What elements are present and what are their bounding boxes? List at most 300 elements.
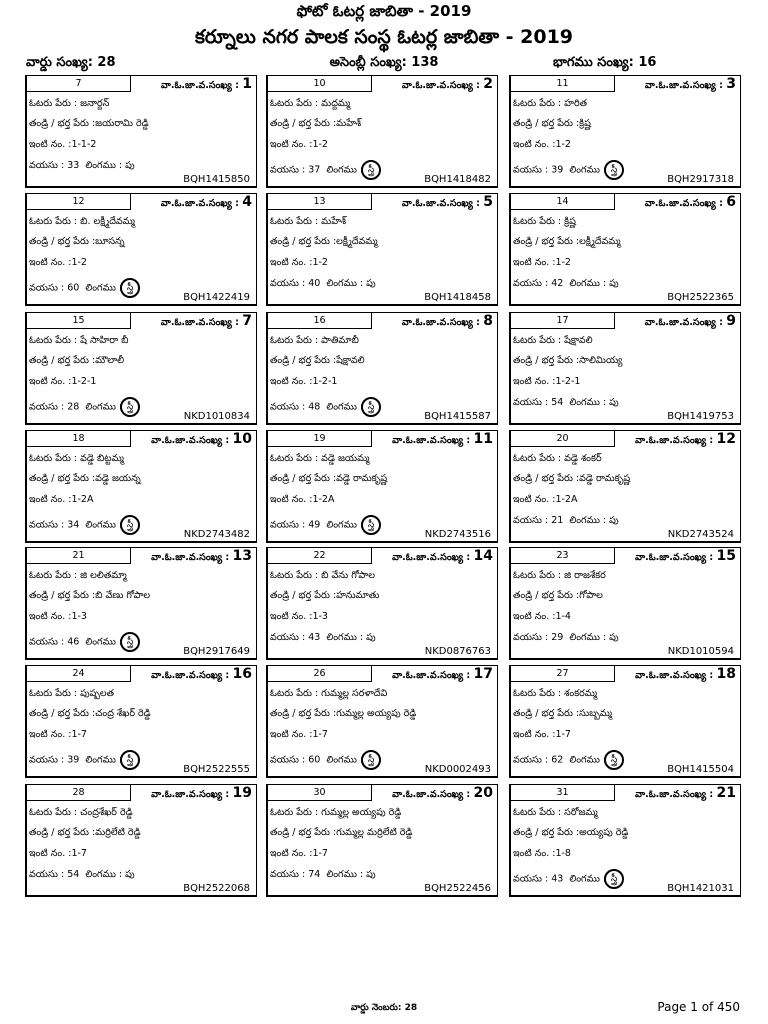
relation-row	[513, 236, 739, 249]
house-row	[29, 611, 255, 624]
serial-number: 11	[511, 76, 615, 92]
epic-number: 14	[473, 548, 493, 564]
house-label: ఇంటి నం. :	[270, 848, 313, 859]
top-title: ఫోటో ఓటర్ల జాబితా - 2019	[296, 2, 472, 20]
epic-number: 5	[483, 194, 493, 210]
house-label: ఇంటి నం. :	[513, 376, 556, 387]
relation-row	[270, 236, 496, 249]
relation-row	[270, 708, 496, 721]
epic-label-text: వా.ఓ.జా.వ.సంఖ్య :	[151, 435, 230, 446]
voter-card	[509, 430, 741, 543]
relation-row	[29, 827, 255, 840]
house-row	[270, 139, 496, 152]
house-number: 1-8	[555, 848, 571, 859]
gender-label: లింగము :	[569, 397, 607, 408]
epic-label-text: వా.ఓ.జా.వ.సంఖ్య :	[151, 789, 230, 800]
relation-label: తండ్రి / భర్త పేరు :	[513, 708, 580, 719]
gender-label: లింగము :	[326, 754, 364, 766]
house-label: ఇంటి నం. :	[29, 376, 72, 387]
house-number: 1-7	[312, 848, 328, 859]
age-label: వయసు :	[29, 282, 65, 294]
name-label: ఓటరు పేరు :	[513, 335, 562, 346]
relation-name: జయరామి రెడ్డి	[95, 118, 149, 129]
epic-label	[151, 548, 252, 564]
voter-id: BQH1415850	[183, 174, 250, 185]
epic-label	[402, 76, 493, 92]
epic-label-text: వా.ఓ.జా.వ.సంఖ్య :	[644, 317, 723, 328]
voter-name-row	[513, 453, 739, 466]
age-value: 46	[67, 636, 80, 648]
gender-label: లింగము :	[85, 636, 123, 648]
age-value: 43	[551, 873, 564, 885]
epic-label-text: వా.ఓ.జా.వ.సంఖ్య :	[160, 80, 239, 91]
relation-row	[270, 118, 496, 131]
voter-card	[266, 312, 498, 425]
age-label: వయసు :	[29, 160, 65, 171]
gender-value-circled: స్త్రీ	[361, 750, 381, 770]
name-label: ఓటరు పేరు :	[270, 335, 319, 346]
voter-id: BQH2522456	[424, 883, 491, 894]
epic-number: 1	[242, 76, 252, 92]
relation-label: తండ్రి / భర్త పేరు :	[29, 118, 96, 129]
voter-name-row	[513, 807, 739, 820]
age-gender-row	[513, 515, 739, 528]
epic-number: 6	[726, 194, 736, 210]
house-row	[513, 729, 739, 742]
age-label: వయసు :	[270, 401, 306, 413]
house-number: 1-7	[71, 729, 87, 740]
serial-number: 22	[268, 548, 372, 564]
name-label: ఓటరు పేరు :	[270, 453, 319, 464]
relation-name: గోపాల	[579, 590, 603, 601]
assembly-number: అసెంబ్లీ సంఖ్య: 138	[329, 55, 439, 70]
voter-card	[509, 547, 741, 660]
age-value: 42	[551, 278, 564, 289]
voter-name-row	[270, 216, 496, 229]
relation-label: తండ్రి / భర్త పేరు :	[270, 827, 337, 838]
house-label: ఇంటి నం. :	[29, 848, 72, 859]
voter-name: సరోజమ్మ	[564, 807, 598, 818]
gender-label: లింగము :	[85, 282, 123, 294]
serial-number: 10	[268, 76, 372, 92]
voter-id: BQH1415504	[667, 764, 734, 775]
epic-number: 8	[483, 313, 493, 329]
relation-name: మర్రిలేటి రెడ్డి	[95, 827, 141, 838]
relation-row	[270, 827, 496, 840]
house-number: 1-1-2	[71, 139, 97, 150]
relation-row	[513, 473, 739, 486]
age-label: వయసు :	[270, 869, 306, 880]
gender-value-circled: స్త్రీ	[361, 397, 381, 417]
age-label: వయసు :	[29, 754, 65, 766]
page-number: Page 1 of 450	[657, 1000, 740, 1014]
house-number: 1-7	[312, 729, 328, 740]
epic-number: 12	[716, 431, 736, 447]
house-number: 1-4	[555, 611, 571, 622]
house-label: ఇంటి నం. :	[513, 611, 556, 622]
gender-label: లింగము :	[85, 401, 123, 413]
house-number: 1-2	[71, 257, 87, 268]
age-label: వయసు :	[29, 519, 65, 531]
part-number: భాగము సంఖ్య: 16	[553, 55, 657, 70]
age-label: వయసు :	[513, 754, 549, 766]
voter-card	[266, 75, 498, 188]
voter-name-row	[29, 688, 255, 701]
voter-name: గుమ్మల్ల అయ్యపు రెడ్డి	[321, 807, 402, 818]
relation-label: తండ్రి / భర్త పేరు :	[29, 473, 96, 484]
gender-label: లింగము :	[326, 278, 364, 289]
relation-label: తండ్రి / భర్త పేరు :	[270, 708, 337, 719]
epic-label-text: వా.ఓ.జా.వ.సంఖ్య :	[160, 317, 239, 328]
voter-id: NKD1010594	[667, 646, 734, 657]
age-value: 39	[551, 164, 564, 176]
voter-name-row	[513, 216, 739, 229]
age-value: 60	[308, 754, 321, 766]
voter-card	[509, 312, 741, 425]
epic-label-text: వా.ఓ.జా.వ.సంఖ్య :	[401, 80, 480, 91]
relation-name: వడ్డె రామకృష్ణ	[336, 473, 388, 484]
voter-id: NKD1010834	[183, 411, 250, 422]
name-label: ఓటరు పేరు :	[29, 98, 78, 109]
relation-row	[29, 118, 255, 131]
house-label: ఇంటి నం. :	[513, 848, 556, 859]
house-row	[29, 257, 255, 270]
name-label: ఓటరు పేరు :	[29, 453, 78, 464]
gender-value: పు	[609, 278, 619, 289]
epic-label-text: వా.ఓ.జా.వ.సంఖ్య :	[635, 670, 714, 681]
house-label: ఇంటి నం. :	[513, 257, 556, 268]
house-number: 1-2-1	[555, 376, 581, 387]
age-label: వయసు :	[513, 873, 549, 885]
epic-label	[161, 313, 252, 329]
serial-number: 19	[268, 431, 372, 447]
epic-label-text: వా.ఓ.జా.వ.సంఖ్య :	[635, 789, 714, 800]
name-label: ఓటరు పేరు :	[29, 335, 78, 346]
house-label: ఇంటి నం. :	[270, 729, 313, 740]
relation-row	[29, 355, 255, 368]
age-gender-row	[270, 632, 496, 645]
voter-id: NKD2743516	[424, 529, 491, 540]
epic-label-text: వా.ఓ.జా.వ.సంఖ్య :	[151, 552, 230, 563]
voter-name: జనార్దన్	[80, 98, 110, 109]
epic-number: 19	[232, 785, 252, 801]
relation-name: లక్ష్మీదేవమ్మ	[336, 236, 378, 247]
voter-name-row	[29, 570, 255, 583]
serial-number: 20	[511, 431, 615, 447]
gender-value: పు	[125, 869, 135, 880]
age-label: వయసు :	[513, 397, 549, 408]
gender-value-circled: స్త్రీ	[604, 750, 624, 770]
relation-label: తండ్రి / భర్త పేరు :	[29, 236, 96, 247]
epic-label-text: వా.ఓ.జా.వ.సంఖ్య :	[392, 435, 471, 446]
house-row	[29, 376, 255, 389]
voter-name: చంద్రశేఖర్ రెడ్డి	[80, 807, 133, 818]
house-row	[270, 494, 496, 507]
age-label: వయసు :	[29, 401, 65, 413]
epic-label	[392, 666, 493, 682]
voter-card	[509, 193, 741, 306]
voter-id: BQH1422419	[183, 292, 250, 303]
serial-number: 26	[268, 666, 372, 682]
voter-card	[25, 75, 257, 188]
gender-label: లింగము :	[569, 515, 607, 526]
relation-name: హనుమాతు	[336, 590, 380, 601]
footer-ward-number: వార్డు నెంబరు: 28	[350, 1003, 418, 1013]
serial-number: 16	[268, 313, 372, 329]
house-number: 1-2-1	[71, 376, 97, 387]
name-label: ఓటరు పేరు :	[513, 807, 562, 818]
house-row	[270, 848, 496, 861]
relation-name: గుమ్మల్ల అయ్యపు రెడ్డి	[336, 708, 417, 719]
epic-number: 10	[232, 431, 252, 447]
name-label: ఓటరు పేరు :	[29, 688, 78, 699]
voter-id: BQH1415587	[424, 411, 491, 422]
serial-number: 27	[511, 666, 615, 682]
gender-value: పు	[366, 278, 376, 289]
name-label: ఓటరు పేరు :	[29, 216, 78, 227]
voter-id: BQH1419753	[667, 411, 734, 422]
gender-label: లింగము :	[569, 873, 607, 885]
house-number: 1-2A	[71, 494, 94, 505]
voter-id: BQH2917318	[667, 174, 734, 185]
serial-number: 15	[27, 313, 131, 329]
epic-label	[635, 431, 736, 447]
epic-label	[645, 194, 736, 210]
epic-number: 17	[473, 666, 493, 682]
house-row	[29, 729, 255, 742]
relation-name: వడ్డె జయన్న	[95, 473, 141, 484]
age-value: 34	[67, 519, 80, 531]
voter-card	[509, 784, 741, 897]
voter-name: మహేశ్	[321, 216, 347, 227]
epic-number: 3	[726, 76, 736, 92]
relation-row	[270, 590, 496, 603]
serial-number: 28	[27, 785, 131, 801]
gender-label: లింగము :	[326, 164, 364, 176]
voter-name-row	[29, 216, 255, 229]
voter-id: BQH2917649	[183, 646, 250, 657]
relation-name: బూసన్న	[95, 236, 125, 247]
age-label: వయసు :	[513, 515, 549, 526]
voter-name: పాతిమాబీ	[321, 335, 359, 346]
age-value: 29	[551, 632, 564, 643]
relation-name: గుమ్మల్ల మర్రిలేటి రెడ్డి	[336, 827, 413, 838]
gender-label: లింగము :	[85, 160, 123, 171]
epic-label-text: వా.ఓ.జా.వ.సంఖ్య :	[635, 552, 714, 563]
voter-name-row	[513, 688, 739, 701]
name-label: ఓటరు పేరు :	[270, 216, 319, 227]
house-number: 1-2-1	[312, 376, 338, 387]
house-label: ఇంటి నం. :	[29, 139, 72, 150]
voter-name: మద్దమ్మ	[321, 98, 351, 109]
epic-label-text: వా.ఓ.జా.వ.సంఖ్య :	[392, 670, 471, 681]
age-gender-row	[513, 278, 739, 291]
voter-name-row	[29, 98, 255, 111]
house-row	[29, 139, 255, 152]
epic-number: 20	[473, 785, 493, 801]
epic-label-text: వా.ఓ.జా.వ.సంఖ్య :	[644, 80, 723, 91]
relation-name: సాలిమియ్య	[579, 355, 623, 366]
epic-label-text: వా.ఓ.జా.వ.సంఖ్య :	[151, 670, 230, 681]
age-value: 21	[551, 515, 564, 526]
gender-label: లింగము :	[85, 869, 123, 880]
serial-number: 17	[511, 313, 615, 329]
epic-label	[392, 785, 493, 801]
epic-label	[151, 431, 252, 447]
age-label: వయసు :	[270, 754, 306, 766]
epic-label	[151, 785, 252, 801]
epic-label	[635, 666, 736, 682]
voter-name-row	[513, 335, 739, 348]
voter-id: BQH2522365	[667, 292, 734, 303]
house-label: ఇంటి నం. :	[29, 611, 72, 622]
epic-number: 15	[716, 548, 736, 564]
age-gender-row	[270, 278, 496, 291]
house-row	[513, 848, 739, 861]
voter-card	[266, 784, 498, 897]
epic-label	[402, 313, 493, 329]
name-label: ఓటరు పేరు :	[270, 807, 319, 818]
epic-label	[645, 76, 736, 92]
gender-label: లింగము :	[326, 401, 364, 413]
voter-card	[509, 75, 741, 188]
voter-id: BQH2522068	[183, 883, 250, 894]
epic-label	[151, 666, 252, 682]
gender-value: పు	[609, 515, 619, 526]
age-gender-row	[29, 869, 255, 882]
main-title: కర్నూలు నగర పాలక సంస్థ ఓటర్ల జాబితా - 2019	[194, 26, 574, 48]
voter-name: వడ్డె శంకర్	[564, 453, 602, 464]
voter-card	[266, 430, 498, 543]
epic-label-text: వా.ఓ.జా.వ.సంఖ్య :	[160, 198, 239, 209]
house-label: ఇంటి నం. :	[513, 494, 556, 505]
relation-row	[513, 118, 739, 131]
relation-label: తండ్రి / భర్త పేరు :	[513, 118, 580, 129]
voter-name: షేక్షావలి	[564, 335, 593, 346]
relation-label: తండ్రి / భర్త పేరు :	[29, 590, 96, 601]
gender-value: పు	[609, 397, 619, 408]
epic-label	[645, 313, 736, 329]
house-row	[513, 494, 739, 507]
gender-value-circled: స్త్రీ	[120, 515, 140, 535]
epic-label	[392, 548, 493, 564]
relation-name: అయ్యపు రెడ్డి	[579, 827, 629, 838]
gender-value-circled: స్త్రీ	[120, 750, 140, 770]
relation-label: తండ్రి / భర్త పేరు :	[513, 473, 580, 484]
epic-label-text: వా.ఓ.జా.వ.సంఖ్య :	[401, 317, 480, 328]
name-label: ఓటరు పేరు :	[513, 98, 562, 109]
relation-label: తండ్రి / భర్త పేరు :	[513, 236, 580, 247]
gender-label: లింగము :	[326, 869, 364, 880]
house-label: ఇంటి నం. :	[270, 257, 313, 268]
age-gender-row	[513, 632, 739, 645]
house-row	[270, 611, 496, 624]
voter-name: గుమ్మల్ల సరళాదేవి	[321, 688, 388, 699]
house-number: 1-2	[555, 139, 571, 150]
relation-name: క్రిష్ణ	[579, 118, 591, 129]
voter-card	[509, 665, 741, 778]
house-number: 1-2A	[312, 494, 335, 505]
serial-number: 18	[27, 431, 131, 447]
age-label: వయసు :	[270, 164, 306, 176]
epic-label	[161, 194, 252, 210]
epic-label-text: వా.ఓ.జా.వ.సంఖ్య :	[635, 435, 714, 446]
voter-card	[25, 784, 257, 897]
relation-row	[270, 355, 496, 368]
age-value: 60	[67, 282, 80, 294]
voter-card	[25, 312, 257, 425]
voter-id: BQH1421031	[667, 883, 734, 894]
house-label: ఇంటి నం. :	[270, 376, 313, 387]
age-label: వయసు :	[513, 164, 549, 176]
epic-number: 7	[242, 313, 252, 329]
voter-name-row	[513, 570, 739, 583]
voter-name: జి లలితమ్మా	[80, 570, 127, 581]
voter-id: BQH1418458	[424, 292, 491, 303]
house-label: ఇంటి నం. :	[513, 139, 556, 150]
serial-number: 30	[268, 785, 372, 801]
name-label: ఓటరు పేరు :	[29, 570, 78, 581]
voter-name: షే సాహిరా బీ	[80, 335, 129, 346]
epic-label-text: వా.ఓ.జా.వ.సంఖ్య :	[644, 198, 723, 209]
voter-name-row	[270, 570, 496, 583]
gender-value-circled: స్త్రీ	[604, 869, 624, 889]
gender-label: లింగము :	[85, 519, 123, 531]
epic-number: 9	[726, 313, 736, 329]
gender-label: లింగము :	[569, 278, 607, 289]
house-number: 1-2	[312, 139, 328, 150]
voter-id: BQH2522555	[183, 764, 250, 775]
relation-name: వడ్డె రామకృష్ణ	[579, 473, 631, 484]
relation-row	[29, 708, 255, 721]
relation-row	[29, 236, 255, 249]
voter-card	[25, 665, 257, 778]
age-value: 48	[308, 401, 321, 413]
voter-card	[25, 430, 257, 543]
ward-number: వార్డు సంఖ్య: 28	[26, 55, 116, 70]
age-value: 43	[308, 632, 321, 643]
age-value: 49	[308, 519, 321, 531]
voter-id: NKD2743482	[183, 529, 250, 540]
epic-label-text: వా.ఓ.జా.వ.సంఖ్య :	[401, 198, 480, 209]
relation-label: తండ్రి / భర్త పేరు :	[29, 355, 96, 366]
epic-number: 16	[232, 666, 252, 682]
house-number: 1-2A	[555, 494, 578, 505]
age-label: వయసు :	[513, 632, 549, 643]
gender-value-circled: స్త్రీ	[120, 397, 140, 417]
epic-label	[635, 785, 736, 801]
age-value: 54	[551, 397, 564, 408]
age-label: వయసు :	[270, 632, 306, 643]
serial-number: 21	[27, 548, 131, 564]
voter-name-row	[270, 335, 496, 348]
voter-name: జి రాజశేకర	[564, 570, 606, 581]
voter-name-row	[29, 335, 255, 348]
serial-number: 14	[511, 194, 615, 210]
house-number: 1-7	[71, 848, 87, 859]
gender-label: లింగము :	[326, 519, 364, 531]
voter-name-row	[270, 98, 496, 111]
relation-name: షేక్షావలి	[336, 355, 365, 366]
age-label: వయసు :	[29, 869, 65, 880]
relation-label: తండ్రి / భర్త పేరు :	[270, 236, 337, 247]
house-row	[513, 376, 739, 389]
epic-label	[402, 194, 493, 210]
age-value: 40	[308, 278, 321, 289]
epic-number: 21	[716, 785, 736, 801]
name-label: ఓటరు పేరు :	[513, 688, 562, 699]
serial-number: 13	[268, 194, 372, 210]
